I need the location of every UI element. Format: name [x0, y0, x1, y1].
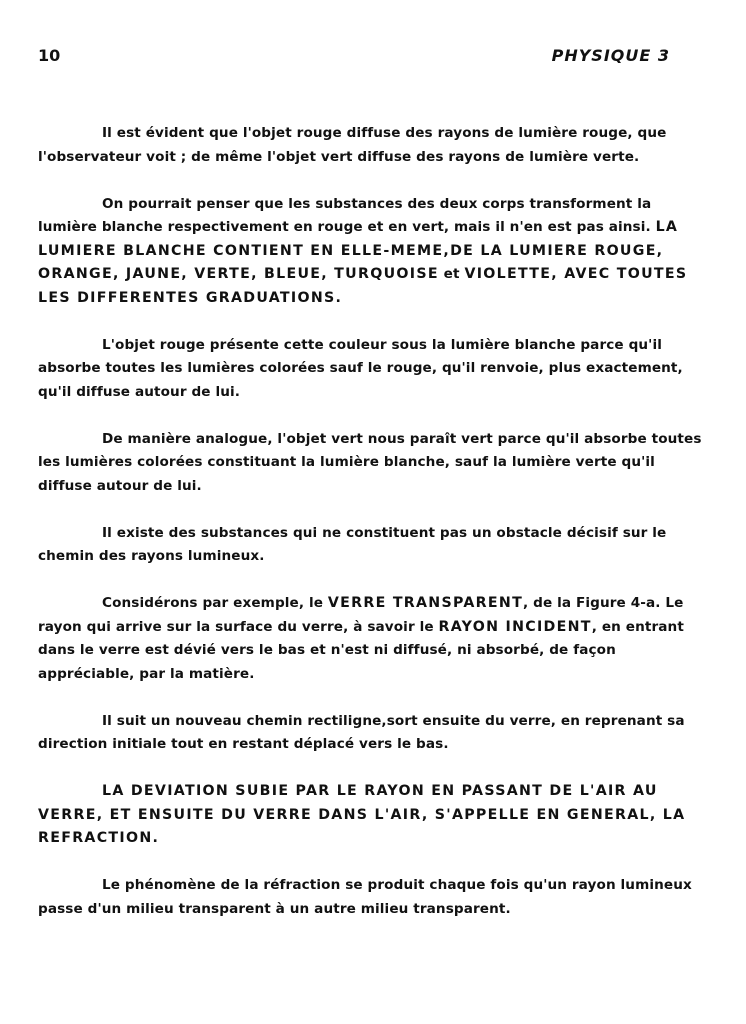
- paragraph-9-text: Le phénomène de la réfraction se produit chaque fois qu'un rayon lumineux passe d'un milieu transparent à un autre milieu transparent.: [38, 877, 692, 917]
- paragraph-2-caps-b: VIOLETTE, AVEC TOUTES LES DIFFERENTES GRADUATIONS.: [38, 266, 688, 306]
- paragraph-5-text: Il existe des substances qui ne constituent pas un obstacle décisif sur le chemin des rayons lumineux.: [38, 524, 667, 564]
- paragraph-7: [38, 710, 708, 757]
- paragraph-1-text: Il est évident que l'objet rouge diffuse des rayons de lumière rouge, que l'observateur voit ; de même l'objet vert diffuse des rayons de lumière verte.: [38, 125, 667, 165]
- paragraph-3-text: L'objet rouge présente cette couleur sous la lumière blanche parce qu'il absorbe toutes les lumières colorées sauf le rouge, qu'il renvoie, plus exactement, qu'il diffuse autour de lui.: [38, 336, 683, 400]
- paragraph-2-text-b: et: [438, 266, 465, 282]
- paragraph-6: [38, 592, 708, 686]
- paragraph-4: [38, 428, 708, 499]
- paragraph-6-caps-a: VERRE TRANSPARENT: [327, 595, 524, 611]
- paragraph-7-text: Il suit un nouveau chemin rectiligne,sort ensuite du verre, en reprenant sa direction initiale tout en restant déplacé vers le bas.: [38, 712, 685, 752]
- paragraph-9: [38, 874, 708, 921]
- paragraph-6-text-a: Considérons par exemple, le: [102, 595, 328, 611]
- paragraph-6-text-b: , de la Figure 4-a. Le rayon qui arrive sur la surface du verre, à savoir le: [38, 595, 684, 635]
- page-header: [38, 46, 670, 68]
- running-title: PHYSIQUE 3: [551, 46, 670, 65]
- paragraph-3: [38, 334, 708, 405]
- paragraph-8-caps: LA DEVIATION SUBIE PAR LE RAYON EN PASSANT DE L'AIR AU VERRE, ET ENSUITE DU VERRE DANS L'AIR, S'APPELLE EN GENERAL, LA REFRACTION.: [38, 783, 686, 846]
- paragraph-8: [38, 780, 708, 851]
- paragraph-6-text-c: , en entrant dans le verre est dévié vers le bas et n'est ni diffusé, ni absorbé, de façon appréciable, par la matière.: [38, 618, 684, 682]
- paragraph-2-text-a: On pourrait penser que les substances des deux corps transforment la lumière blanche respectivement en rouge et en vert, mais il n'en est pas ainsi.: [38, 195, 656, 235]
- paragraph-6-caps-b: RAYON INCIDENT: [438, 618, 592, 635]
- page-number: 10: [38, 46, 61, 65]
- paragraph-4-text: De manière analogue, l'objet vert nous paraît vert parce qu'il absorbe toutes les lumières colorées constituant la lumière blanche, sauf la lumière verte qu'il diffuse autour de lui.: [38, 430, 702, 494]
- paragraph-2: [38, 193, 708, 311]
- paragraph-5: [38, 522, 708, 569]
- paragraph-2-caps-a: LA LUMIERE BLANCHE CONTIENT EN ELLE-MEME,DE LA LUMIERE ROUGE, ORANGE, JAUNE, VERTE, BLEUE, TURQUOISE: [38, 219, 679, 282]
- body-text: [38, 122, 708, 921]
- paragraph-1: [38, 122, 708, 169]
